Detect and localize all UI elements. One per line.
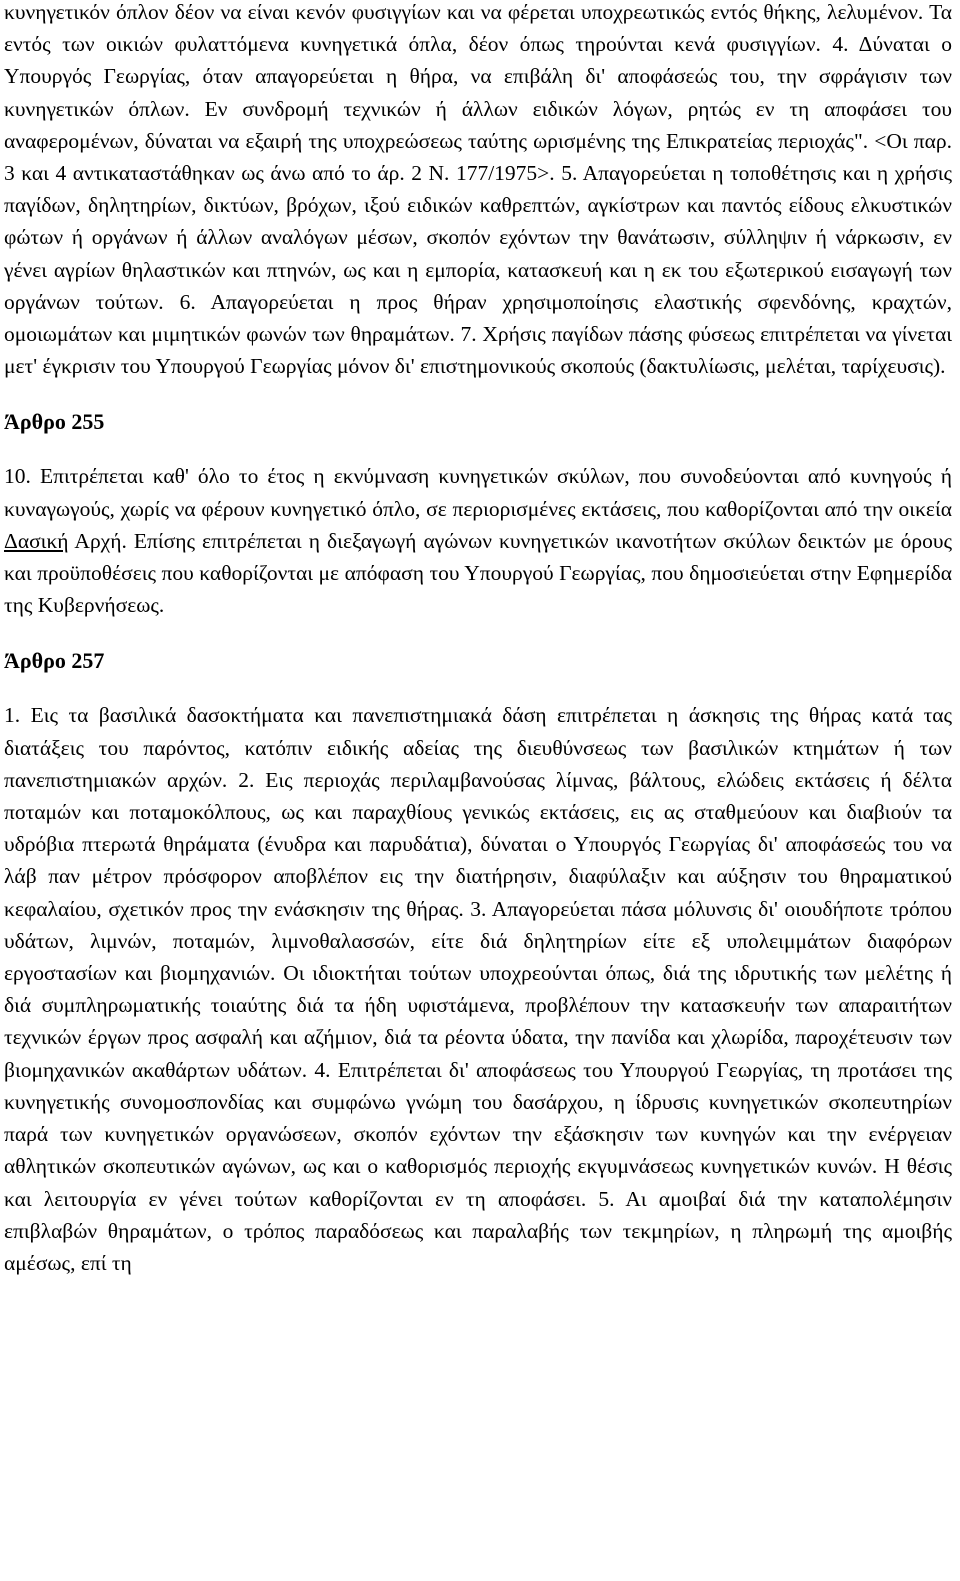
heading-article-255: Άρθρο 255 xyxy=(4,409,105,435)
paragraph-article-255-text-end: Αρχή. Επίσης επιτρέπεται η διεξαγωγή αγώνων κυνηγετικών ικανοτήτων σκύλων δεικτών με όρους και προϋποθέσεις που καθορίζονται με απόφαση του Υπουργού Γεωργίας, που δημοσιεύεται στην Εφημερίδα της Κυβερνήσεως. xyxy=(4,528,952,618)
heading-article-257: Άρθρο 257 xyxy=(4,648,105,674)
forest-authority-link[interactable]: Δασική xyxy=(4,528,69,553)
paragraph-article-257: 1. Εις τα βασιλικά δασοκτήματα και πανεπιστημιακά δάση επιτρέπεται η άσκησις της θήρας κατά τας διατάξεις του παρόντος, κατόπιν ειδικής αδείας της διευθύνσεως των βασιλικών κτημάτων ή των πανεπιστημιακών αρχών. 2. Εις περιοχάς περιλαμβανούσας λίμνας, βάλτους, ελώδεις εκτάσεις ή δέλτα ποταμών και ποταμοκόλπους, ως και παραχθίους γενικώς εκτάσεις, εις ας σταθμεύουν και διαβιούν τα υδρόβια πτερωτά θηράματα (ένυδρα και παρυδάτια), δύναται ο Υπουργός Γεωργίας δι' αποφάσεώς του να λάβ παν μέτρον πρόσφορον αποβλέπον εις την διατήρησιν, διαφύλαξιν και αύξησιν του θηραματικού κεφαλαίου, σχετικόν προς την ενάσκησιν της θήρας. 3. Απαγορεύεται πάσα μόλυνσις δι' οιουδήποτε τρόπου υδάτων, λιμνών, ποταμών, λιμνοθαλασσών, είτε διά δηλητηρίων είτε εξ υπολειμμάτων διαφόρων εργοστασίων και βιομηχανιών. Οι ιδιοκτήται τούτων υποχρεούνται όπως, διά της ιδρυτικής των μελέτης ή διά συμπληρωματικής τοιαύτης διά τα ήδη υφιστάμενα, προβλέπουν την κατασκευήν των απαραιτήτων τεχνικών έργων προς ασφαλή και αζήμιον, διά τα ρέοντα ύδατα, την πανίδα και χλωρίδα, παροχέτευσιν των βιομηχανικών ακαθάρτων υδάτων. 4. Επιτρέπεται δι' αποφάσεως του Υπουργού Γεωργίας, τη προτάσει της κυνηγετικής συνομοσπονδίας και συμφώνω γνώμη του δασάρχου, η ίδρυσις κυνηγετικών σκοπευτηρίων παρά των κυνηγετικών οργανώσεων, σκοπόν εχόντων την εξάσκησιν των κυνηγών και την ενέργειαν αθλητικών σκοπευτικών αγώνων, ως και ο καθορισμός περιοχής εκγυμνάσεως κυνηγετικών κυνών. Η θέσις και λειτουργία εν γένει τούτων καθορίζονται εν τη αποφάσει. 5. Αι αμοιβαί διά την καταπολέμησιν επιβλαβών θηραμάτων, ο τρόπος παραδόσεως και παραλαβής των τεκμηρίων, η πληρωμή της αμοιβής αμέσως, επί τη xyxy=(4,703,952,1275)
paragraph-article-255 xyxy=(0,460,952,621)
paragraph-article-255-text-start: 10. Επιτρέπεται καθ' όλο το έτος η εκνύμναση κυνηγετικών σκύλων, που συνοδεύονται από κυνηγούς ή κυναγωγούς, χωρίς να φέρουν κυνηγετικό όπλο, σε περιορισμένες εκτάσεις, που καθορίζονται από την οικεία xyxy=(4,464,952,521)
paragraph-article-254-continued: κυνηγετικόν όπλον δέον να είναι κενόν φυσιγγίων και να φέρεται υποχρεωτικώς εντός θήκης, λελυμένον. Τα εντός των οικιών φυλαττόμενα κυνηγετικά όπλα, δέον όπως τηρούνται κενά φυσιγγίων. 4. Δύναται ο Υπουργός Γεωργίας, όταν απαγορεύεται η θήρα, να επιβάλη δι' αποφάσεώς του, την σφράγισιν των κυνηγετικών όπλων. Εν συνδρομή τεχνικών ή άλλων ειδικών λόγων, ρητώς εν τη αποφάσει του αναφερομένων, δύναται να εξαιρή της υποχρεώσεως ταύτης ωρισμένης της Επικρατείας περιοχάς". <Οι παρ. 3 και 4 αντικαταστάθηκαν ως άνω από το άρ. 2 Ν. 177/1975>. 5. Απαγορεύεται η τοποθέτησις και η χρήσις παγίδων, δηλητηρίων, δικτύων, βρόχων, ιξού ειδικών καθρεπτών, αγκίστρων και παντός είδους ελκυστικών φώτων ή οργάνων ή άλλων αναλόγων μέσων, σκοπόν εχόντων την θανάτωσιν, σύλληψιν ή νάρκωσιν, εν γένει αγρίων θηλαστικών και πτηνών, ως και η εμπορία, κατασκευή και η εκ του εξωτερικού εισαγωγή των οργάνων τούτων. 6. Απαγορεύεται η προς θήραν χρησιμοποίησις ελαστικής σφενδόνης, κραχτών, ομοιωμάτων και μιμητικών φωνών των θηραμάτων. 7. Χρήσις παγίδων πάσης φύσεως επιτρέπεται να γίνεται μετ' έγκρισιν του Υπουργού Γεωργίας μόνον δι' επιστημονικούς σκοπούς (δακτυλίωσις, μελέται, ταρίχευσις). xyxy=(4,0,952,379)
